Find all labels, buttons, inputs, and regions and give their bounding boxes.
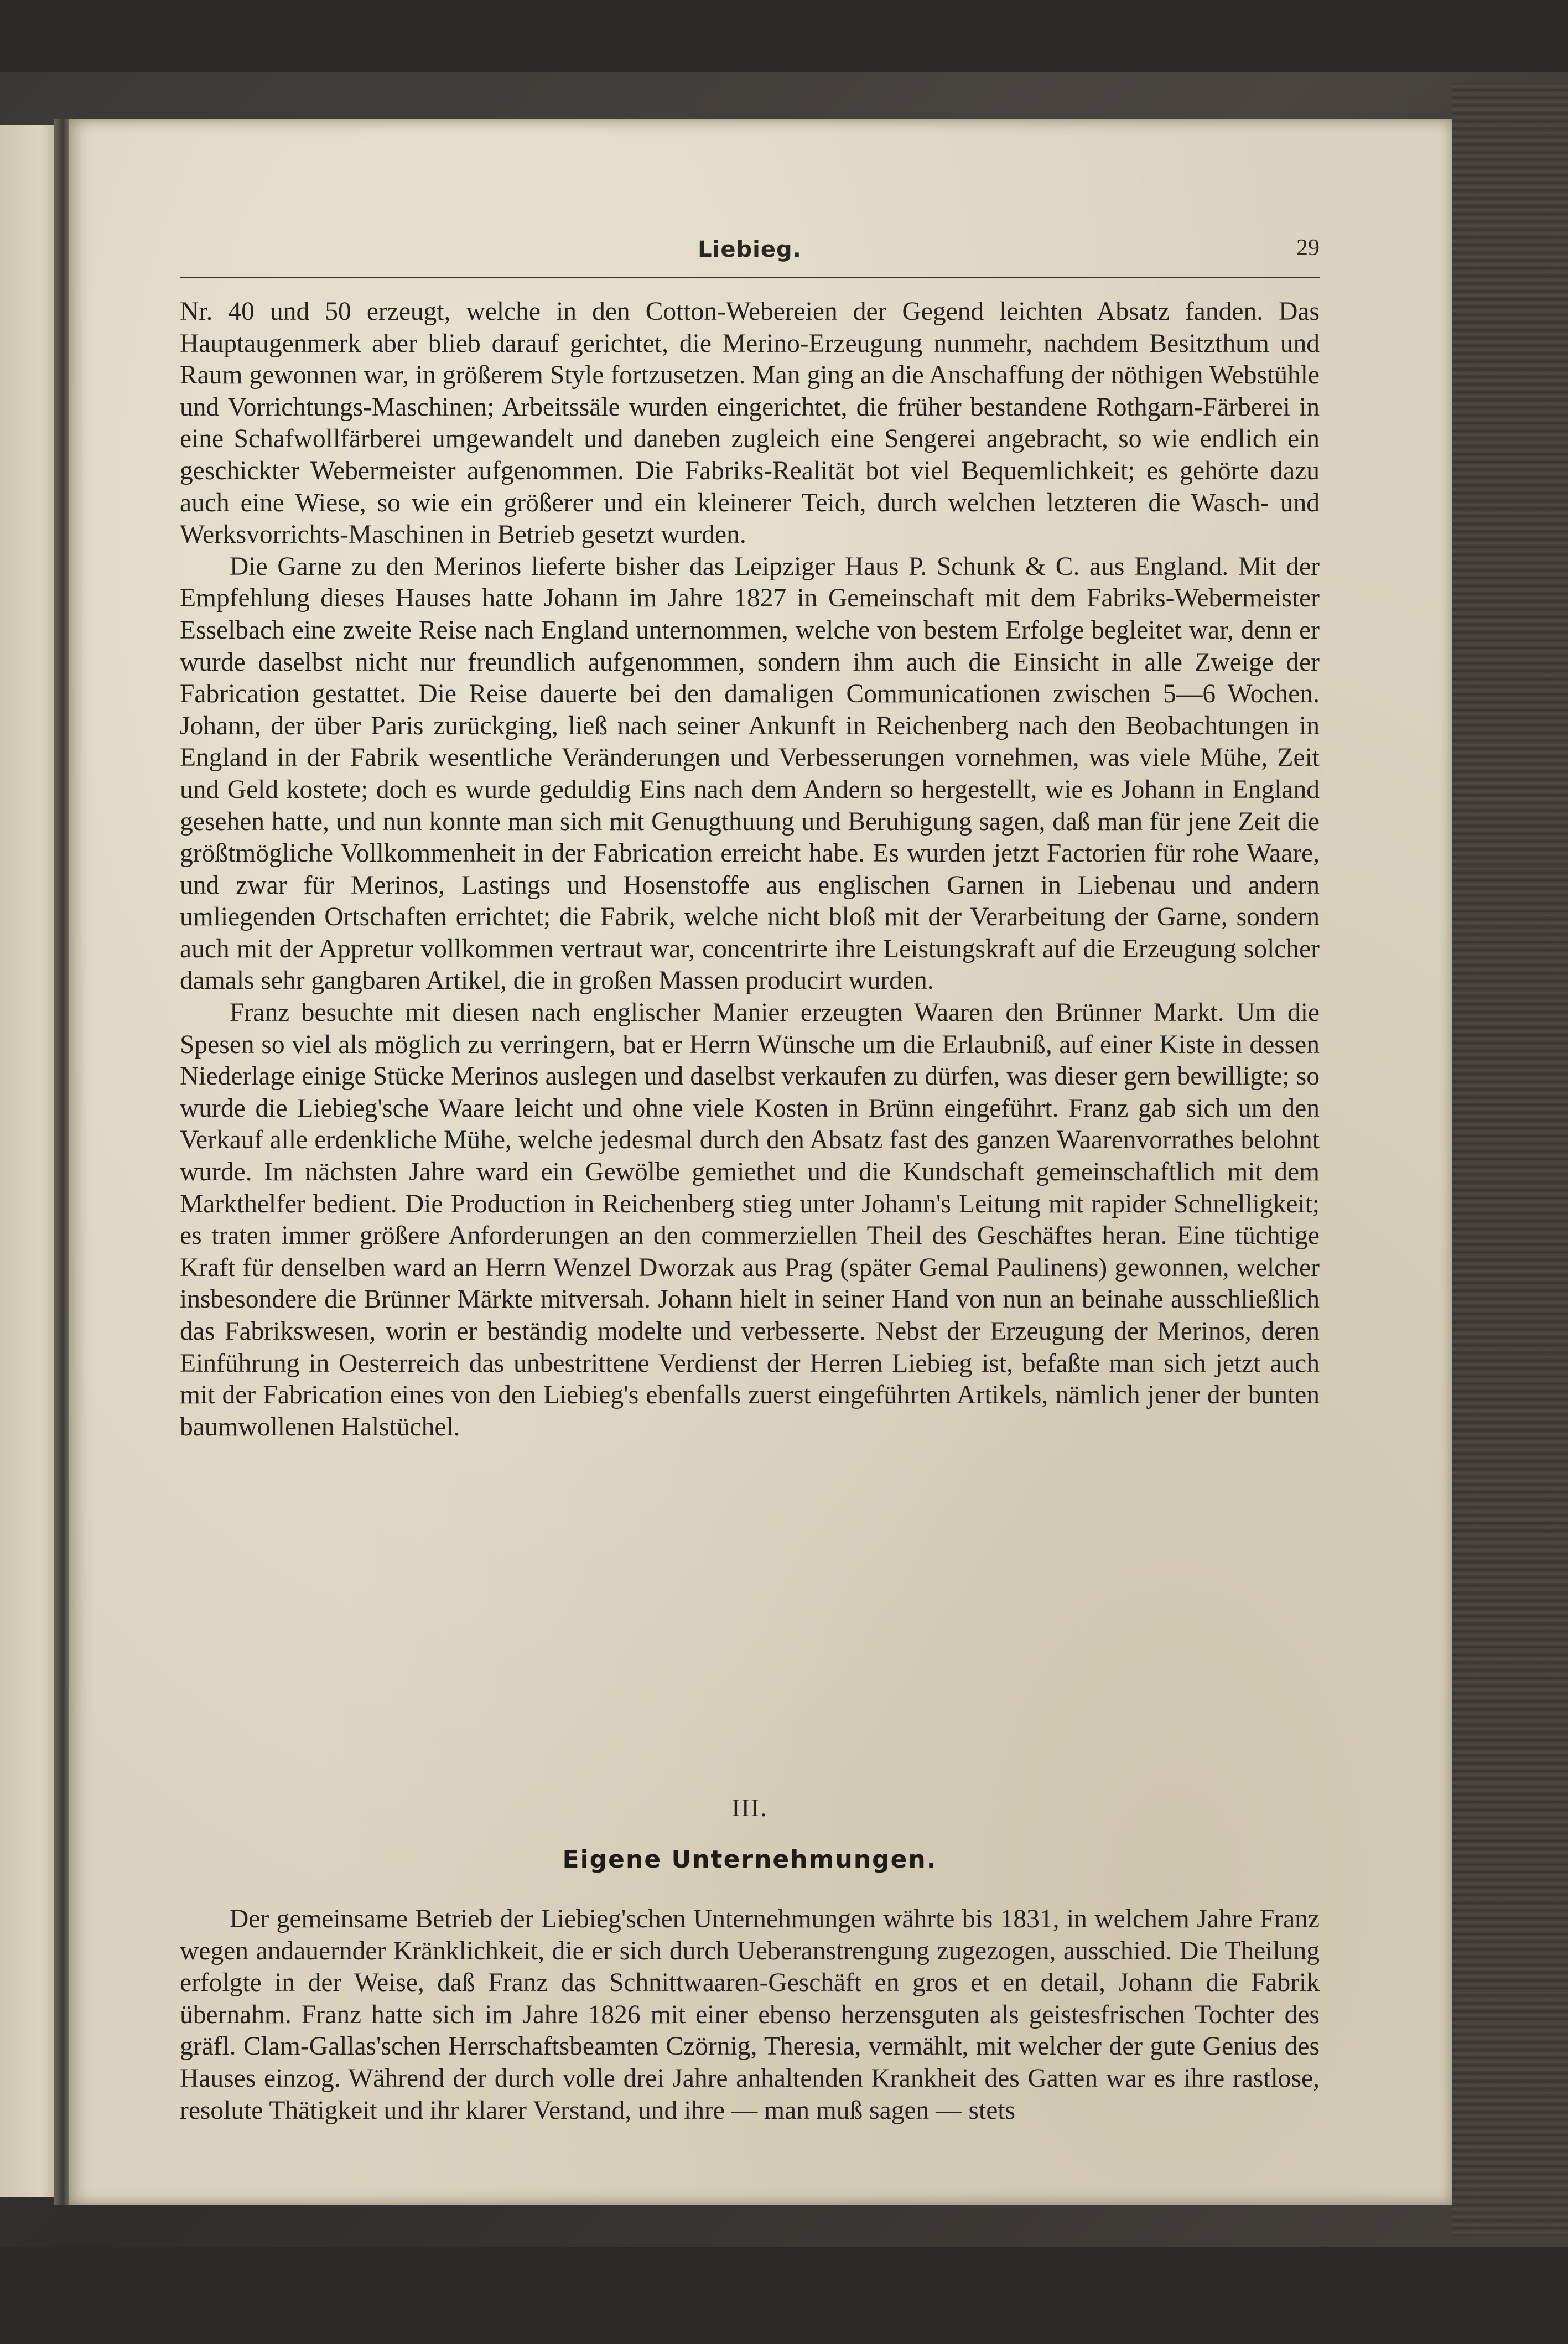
paragraph: Nr. 40 und 50 erzeugt, welche in den Cotton-Webereien der Gegend leichten Absatz fanden. Das Hauptaugenmerk aber blieb darauf gerichtet, die Merino-Erzeugung nunmehr, nachdem Besitzthum und Raum gewonnen war, in größerem Style fortzusetzen. Man ging an die Anschaffung der nöthigen Webstühle und Vorrichtungs-Maschinen; Arbeitssäle wurden eingerichtet, die früher bestandene Rothgarn-Färberei in eine Schafwollfärberei umgewandelt und daneben zugleich eine Sengerei angebracht, so wie endlich ein geschickter Webermeister aufgenommen. Die Fabriks-Realität bot viel Bequemlichkeit; es gehörte dazu auch eine Wiese, so wie ein größerer und ein kleinerer Teich, durch welchen letzteren die Wasch- und Werksvorrichts-Maschinen in Betrieb gesetzt wurden. xyxy=(180,297,1320,549)
header-rule xyxy=(180,277,1320,278)
running-head: Liebieg. xyxy=(698,237,802,262)
page-number: 29 xyxy=(1296,235,1320,261)
section-title: Eigene Unternehmungen. xyxy=(562,1845,937,1874)
paragraph: Der gemeinsame Betrieb der Liebieg'schen Unternehmungen währte bis 1831, in welchem Jahre Franz wegen andauernder Kränklichkeit, die er sich durch Ueberanstrengung zugezogen, ausschied. Die Theilung erfolgte in der Weise, daß Franz das Schnittwaaren-Geschäft en gros et en detail, Johann die Fabrik übernahm. Franz hatte sich im Jahre 1826 mit einer ebenso herzensguten als geistesfrischen Tochter des gräfl. Clam-Gallas'schen Herrschaftsbeamten Czörnig, Theresia, vermählt, mit welcher der gute Genius des Hauses einzog. Während der durch volle drei Jahre anhaltenden Krankheit des Gatten war es ihre rastlose, resolute Thätigkeit und ihr klarer Verstand, und ihre — man muß sagen — stets xyxy=(180,1905,1320,2125)
page-header xyxy=(180,232,1320,271)
previous-page-edge xyxy=(0,125,58,2197)
section-ii-text xyxy=(180,296,1320,1443)
section-iii-text xyxy=(180,1904,1320,2127)
paragraph: Franz besuchte mit diesen nach englischer Manier erzeugten Waaren den Brünner Markt. Um die Spesen so viel als möglich zu verringern, bat er Herrn Wünsche um die Erlaubniß, auf einer Kiste in dessen Niederlage einige Stücke Merinos auslegen und daselbst verkaufen zu dürfen, was dieser gern bewilligte; so wurde die Liebieg'sche Waare leicht und ohne viele Kosten in Brünn eingeführt. Franz gab sich um den Verkauf alle erdenkliche Mühe, welche jedesmal durch den Absatz fast des ganzen Waarenvorrathes belohnt wurde. Im nächsten Jahre ward ein Gewölbe gemiethet und die Kundschaft gemeinschaftlich mit dem Markthelfer bedient. Die Production in Reichenberg stieg unter Johann's Leitung mit rapider Schnelligkeit; es traten immer größere Anforderungen an den commerziellen Theil des Geschäftes heran. Eine tüchtige Kraft für denselben ward an Herrn Wenzel Dworzak aus Prag (später Gemal Paulinens) gewonnen, welcher insbesondere die Brünner Märkte mitversah. Johann hielt in seiner Hand von nun an beinahe ausschließlich das Fabrikswesen, worin er beständig modelte und verbesserte. Nebst der Erzeugung der Merinos, deren Einführung in Oesterreich das unbestrittene Verdienst der Herren Liebieg ist, befaßte man sich jetzt auch mit der Fabrication eines von den Liebieg's ebenfalls zuerst eingeführten Artikels, nämlich jener der bunten baumwollenen Halstüchel. xyxy=(180,998,1320,1441)
section-number: III. xyxy=(731,1793,768,1822)
book-cover-edge xyxy=(1452,83,1568,2236)
paragraph: Die Garne zu den Merinos lieferte bisher das Leipziger Haus P. Schunk & C. aus England. Mit der Empfehlung dieses Hauses hatte Johann im Jahre 1827 in Gemeinschaft mit dem Fabriks-Webermeister Esselbach eine zweite Reise nach England unternommen, welche von bestem Erfolge begleitet war, denn er wurde daselbst nicht nur freundlich aufgenommen, sondern ihm auch die Einsicht in alle Zweige der Fabrication gestattet. Die Reise dauerte bei den damaligen Communicationen zwischen 5—6 Wochen. Johann, der über Paris zurückging, ließ nach seiner Ankunft in Reichenberg nach den Beobachtungen in England in der Fabrik wesentliche Veränderungen und Verbesserungen vornehmen, was viele Mühe, Zeit und Geld kostete; doch es wurde geduldig Eins nach dem Andern so hergestellt, wie es Johann in England gesehen hatte, und nun konnte man sich mit Genugthuung und Beruhigung sagen, daß man für jene Zeit die größtmögliche Vollkommenheit in der Fabrication erreicht habe. Es wurden jetzt Factorien für rohe Waare, und zwar für Merinos, Lastings und Hosenstoffe aus englischen Garnen in Liebenau und andern umliegenden Ortschaften errichtet; die Fabrik, welche nicht bloß mit der Verarbeitung der Garne, sondern auch mit der Appretur vollkommen vertraut war, concentrirte ihre Leistungskraft auf die Erzeugung solcher damals sehr gangbaren Artikel, die in großen Massen producirt wurden. xyxy=(180,552,1320,995)
book-page xyxy=(69,119,1452,2205)
